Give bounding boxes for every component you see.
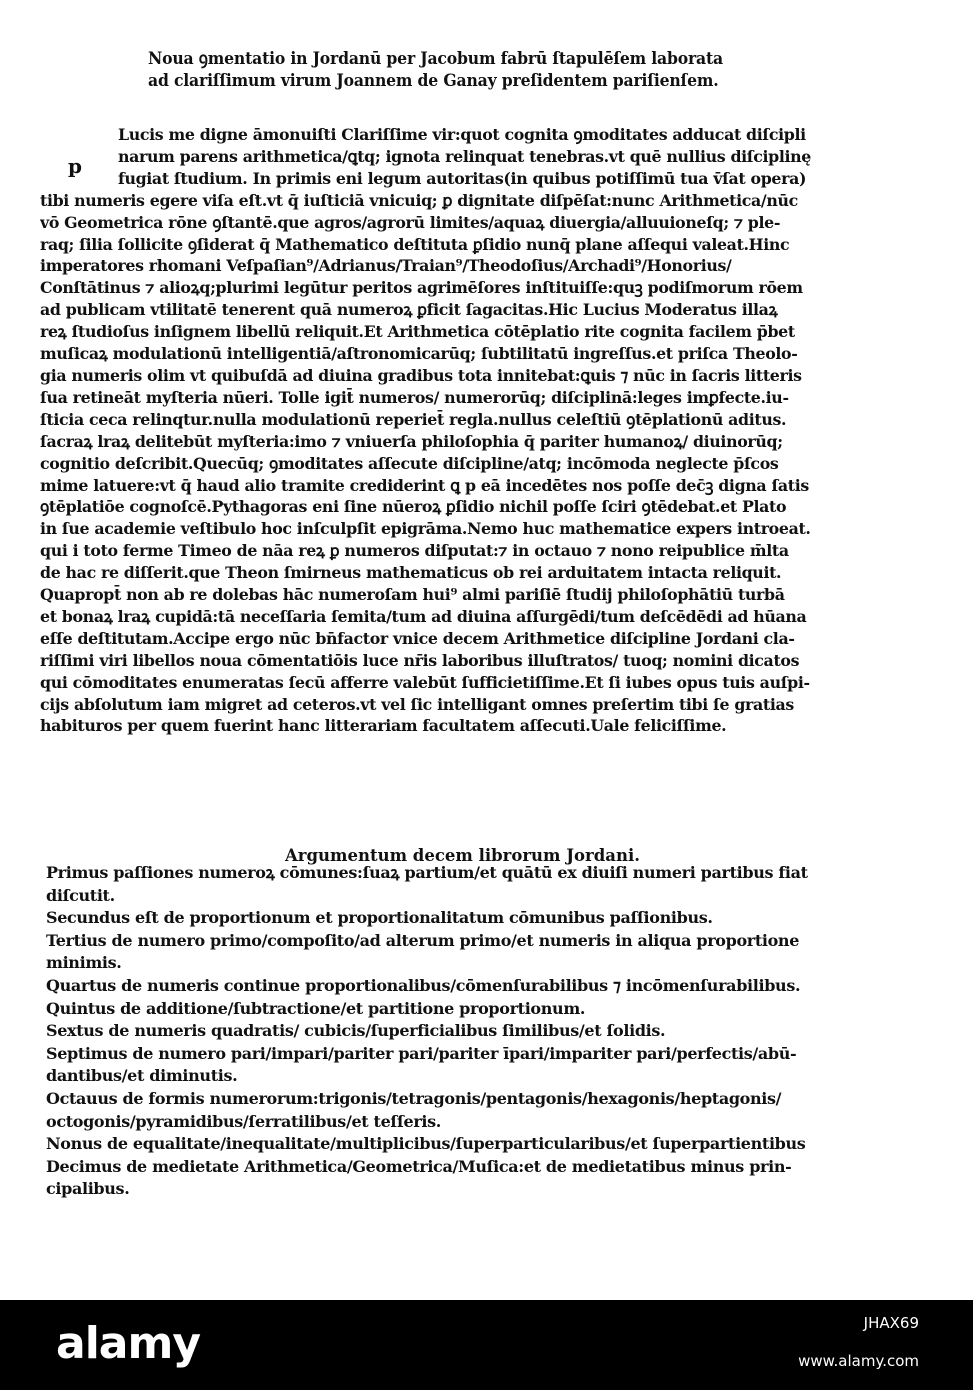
text-line: riſſimi viri libellos noua cōmentatiōis luce nr̄is laboribus illuſtratos/ tuoq; nomini dicatos xyxy=(40,650,800,670)
argument-line: Octauus de formis numerorum:trigonis/tetragonis/pentagonis/hexagonis/heptagonis/ xyxy=(46,1088,782,1108)
text-line: cognitio deſcribit.Quecūq; ꝯmoditates aſſecute diſcipline/atq; incōmoda neglecte p̄ſcos xyxy=(40,453,779,473)
text-line: vō Geometrica rōne ꝯſtantē.que agros/agrorū limites/aquaꝝ diuergia/alluuioneſq; ⁊ ple- xyxy=(40,212,781,232)
text-line: gia numeris olim vt quibuſdā ad diuina gradibus tota innitebat:ꝗuis ⁊ nūc in ſacris litteris xyxy=(40,365,802,385)
argument-line: Nonus de equalitate/inequalitate/multiplicibus/ſuperparticularibus/et ſuperpartientibus xyxy=(46,1134,806,1154)
text-line: Lucis me digne āmonuiſti Clariſſime vir:quot cognita ꝯmoditates adducat diſcipli xyxy=(118,125,806,144)
text-line: narum parens arithmetica/ꝗtq; ignota relinquat tenebras.vt quē nullius diſciplinę xyxy=(118,146,812,166)
initial-letter: p xyxy=(68,154,82,178)
text-line: cijs abſolutum iam migret ad ceteros.vt vel ſic intelligant omnes preſertim tibi ſe gratias xyxy=(40,694,794,714)
argument-line: minimis. xyxy=(46,953,122,973)
text-line: ſticia ceca relinqtur.nulla modulationū reperiet̄ regla.nullus celeſtiū ꝯtēplationū aditus. xyxy=(40,409,787,429)
argument-line: Primus paſſiones numeroꝝ cōmunes:ſuaꝝ partium/et quātū ex diuiſi numeri partibus fiat xyxy=(46,863,808,882)
title-heading xyxy=(148,48,848,92)
text-line: et bonaꝝ lraꝝ cupidā:tā neceſſaria ſemita/tum ad diuina aſſurgēdi/tum deſcēdēdi ad hūana xyxy=(40,606,807,626)
heading-line: ad clariſſimum virum Joannem de Ganay preſidentem pariſienſem. xyxy=(148,71,719,91)
argument-line: Quintus de additione/ſubtractione/et partitione proportionum. xyxy=(46,998,586,1018)
argument-line: Quartus de numeris continue proportionalibus/cōmenſurabilibus ⁊ incōmenſurabilibus. xyxy=(46,975,801,995)
text-line: mime latuere:vt q̄ haud alio tramite crediderint ꝗ p eā incedētes nos poſſe dec̄ꝫ digna ſatis xyxy=(40,475,809,495)
text-line: de hac re diſſerit.que Theon ſmirneus mathematicus ob rei arduitatem intacta reliquit. xyxy=(40,563,782,583)
text-line: raq; ſilia ſollicite ꝯſiderat q̄ Mathematico deſtituta ꝑſidio nunq̄ plane aſſequi valeat.Hinc xyxy=(40,234,790,254)
alamy-logo: alamy xyxy=(56,1318,200,1369)
text-line: qui cōmoditates enumeratas ſecū afferre valebūt ſufficietiſſime.Et ſi iubes opus tuis auſpi- xyxy=(40,672,810,692)
preface-paragraph xyxy=(40,124,935,737)
image-id-label: JHAX69 xyxy=(863,1314,919,1332)
text-line: ad publicam vtilitatē tenerent quā numeroꝝ ꝑficit ſagacitas.Hic Lucius Moderatus illaꝝ xyxy=(40,300,778,320)
argument-line: Secundus eſt de proportionum et proportionalitatum cōmunibus paſſionibus. xyxy=(46,908,713,928)
text-line: eſſe deſtitutam.Accipe ergo nūc bn̄factor vnice decem Arithmetice diſcipline Jordani cla- xyxy=(40,628,795,648)
text-line: ſacraꝝ lraꝝ delitebūt myſteria:imo ⁊ vniuerſa philoſophia q̄ pariter humanoꝝ/ diuinorūq; xyxy=(40,431,783,451)
page-text-block xyxy=(40,40,940,1280)
text-line: imperatores rhomani Veſpaſian⁹/Adrianus/Traian⁹/Theodoſius/Archadi⁹/Honorius/ xyxy=(40,256,732,276)
argument-line: Septimus de numero pari/impari/pariter pari/pariter īpari/impariter pari/perfectis/abū- xyxy=(46,1043,797,1063)
text-line: qui i toto ferme Timeo de nāa reꝝ ꝑ numeros diſputat:⁊ in octauo ⁊ nono reipublice m̄lta xyxy=(40,541,789,561)
argument-line: dantibus/et diminutis. xyxy=(46,1066,238,1086)
text-line: muſicaꝝ modulationū intelligentiā/aſtronomicarūq; ſubtilitatū ingreſſus.et priſca Theolo- xyxy=(40,344,798,364)
argument-line: Sextus de numeris quadratis/ cubicis/ſuperficialibus ſimilibus/et ſolidis. xyxy=(46,1021,666,1041)
text-line: fugiat ſtudium. In primis eni legum autoritas(in quibus potiſſimū tua v̄ſat opera) xyxy=(118,168,807,188)
argument-line: diſcutit. xyxy=(46,885,115,905)
text-line: Quapropt̄ non ab re dolebas hāc numeroſam hui⁹ almi pariſiē ſtudij philoſophātiū turbā xyxy=(40,585,785,605)
text-line: habituros per quem fuerint hanc litterariam facultatem aſſecuti.Uale feliciſſime. xyxy=(40,716,727,736)
text-line: reꝝ ſtudioſus inſignem libellū reliquit.Et Arithmetica cōtēplatio rite cognita facilem p̄bet xyxy=(40,322,795,342)
text-line: tibi numeris egere viſa eſt.vt q̄ iuſticiā vnicuiq; ꝑ dignitate diſpēſat:nunc Arithmetica/nūc xyxy=(40,190,798,210)
argument-line: octogonis/pyramidibus/ſerratilibus/et teſſeris. xyxy=(46,1111,442,1131)
argument-list xyxy=(46,862,936,1201)
argument-line: cipalibus. xyxy=(46,1179,130,1199)
text-line: ſua retineāt myſteria nūeri. Tolle igit̄ numeros/ numerorūq; diſciplinā:leges imꝑfecte.iu- xyxy=(40,387,789,407)
argument-line: Decimus de medietate Arithmetica/Geometrica/Muſica:et de medietatibus minus prin- xyxy=(46,1156,792,1176)
text-line: ꝯtēplatiōe cognoſcē.Pythagoras eni ſine nūeroꝝ ꝑſidio nichil poſſe ſciri ꝯtēdebat.et Plato xyxy=(40,497,787,517)
argument-line: Tertius de numero primo/compoſito/ad alterum primo/et numeris in aliqua proportione xyxy=(46,930,800,950)
text-line: Conſtātinus ⁊ alioꝝq;plurimi legūtur peritos agrimēſores inſtituiſſe:quꝫ podiſmorum rōem xyxy=(40,278,803,298)
heading-line: Noua ꝯmentatio in Jordanū per Jacobum fabrū ſtapulēſem laborata xyxy=(148,49,723,69)
stock-watermark-bar xyxy=(0,1300,973,1390)
text-line: in ſue academie veſtibulo hoc inſculpſit epigrāma.Nemo huc mathematice expers introeat. xyxy=(40,519,811,539)
watermark-url: www.alamy.com xyxy=(798,1352,919,1370)
argument-heading: Argumentum decem librorum Jordani. xyxy=(285,846,640,865)
